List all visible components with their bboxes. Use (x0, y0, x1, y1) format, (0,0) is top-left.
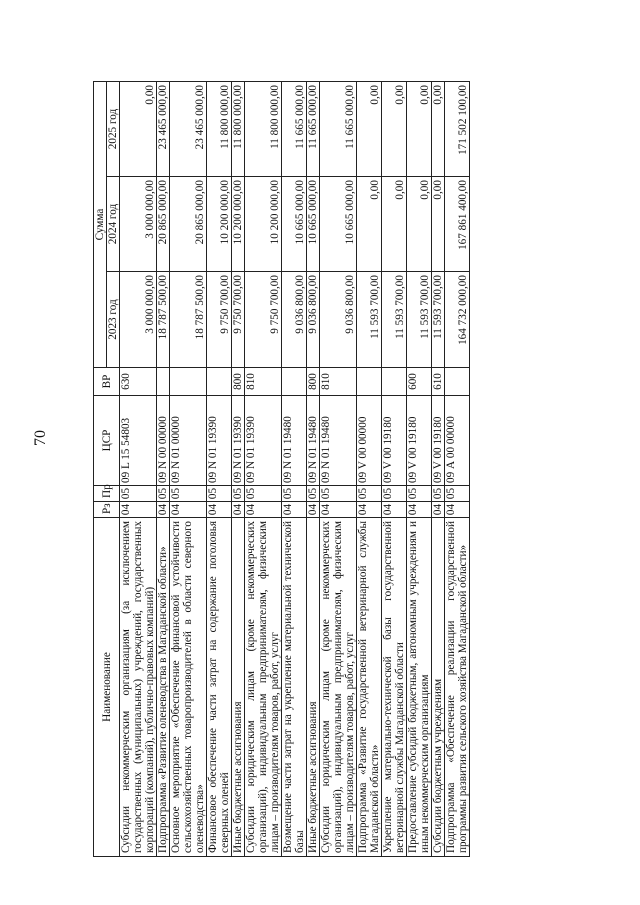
row-csr: 09 N 00 00000 (157, 396, 170, 486)
row-sum-2023: 9 750 700,00 (232, 272, 245, 368)
row-sum-2023: 9 750 700,00 (207, 272, 232, 368)
row-sum-2025: 171 502 100,00 (445, 81, 470, 176)
row-pr: 05 (382, 486, 407, 502)
row-name: Финансовое обеспечение части затрат на содержание поголовья северных оленей (207, 518, 232, 857)
row-name: Субсидии юридическим лицам (кроме некоммерческих организаций), индивидуальным предпринимателям, физическим лицам – производителям товаров, работ, услуг (320, 518, 357, 857)
header-2023: 2023 год (107, 272, 120, 368)
row-pr: 05 (245, 486, 282, 502)
header-vr: ВР (94, 368, 120, 396)
row-pr: 05 (157, 486, 170, 502)
row-rz: 04 (432, 502, 445, 518)
row-name: Возмещение части затрат на укрепление материальной технической базы (282, 518, 307, 857)
row-sum-2024: 10 665 000,00 (320, 177, 357, 272)
row-pr: 05 (320, 486, 357, 502)
row-rz: 04 (320, 502, 357, 518)
row-rz: 04 (382, 502, 407, 518)
row-sum-2024: 0,00 (407, 177, 432, 272)
row-vr (357, 368, 382, 396)
row-sum-2023: 9 036 800,00 (307, 272, 320, 368)
row-sum-2024: 10 665 000,00 (307, 177, 320, 272)
row-rz: 04 (445, 502, 470, 518)
row-sum-2025: 0,00 (432, 81, 445, 176)
row-csr: 09 А 00 00000 (445, 396, 470, 486)
row-csr: 09 L 15 54803 (120, 396, 157, 486)
row-name: Субсидии бюджетным учреждениям (432, 518, 445, 857)
row-sum-2024: 167 861 400,00 (445, 177, 470, 272)
row-csr: 09 V 00 19180 (407, 396, 432, 486)
table-row (170, 81, 207, 856)
row-pr: 05 (232, 486, 245, 502)
row-csr: 09 V 00 00000 (357, 396, 382, 486)
row-sum-2025: 11 800 000,00 (207, 81, 232, 176)
row-name: Субсидии некоммерческим организациям (за исключением государственных (муниципальных) учреждений, государственных корпораций (компаний), публично-правовых компаний) (120, 518, 157, 857)
table-row (307, 81, 320, 856)
row-vr: 600 (407, 368, 432, 396)
row-pr: 05 (432, 486, 445, 502)
budget-table (93, 81, 470, 857)
row-csr: 09 N 01 19390 (207, 396, 232, 486)
row-rz: 04 (232, 502, 245, 518)
row-sum-2023: 18 787 500,00 (170, 272, 207, 368)
table-row (445, 81, 470, 856)
row-sum-2023: 9 750 700,00 (245, 272, 282, 368)
row-vr (282, 368, 307, 396)
row-csr: 09 N 01 00000 (170, 396, 207, 486)
row-csr: 09 N 01 19480 (282, 396, 307, 486)
row-csr: 09 N 01 19390 (232, 396, 245, 486)
row-sum-2025: 11 665 000,00 (320, 81, 357, 176)
row-sum-2025: 11 800 000,00 (245, 81, 282, 176)
row-csr: 09 N 01 19390 (245, 396, 282, 486)
table-row (320, 81, 357, 856)
row-rz: 04 (407, 502, 432, 518)
row-pr: 05 (120, 486, 157, 502)
row-name: Укрепление материально-технической базы государственной ветеринарной службы Магаданской области (382, 518, 407, 857)
row-rz: 04 (170, 502, 207, 518)
row-sum-2024: 10 200 000,00 (232, 177, 245, 272)
row-name: Предоставление субсидий бюджетным, автономным учреждениям и иным некоммерческим организациям (407, 518, 432, 857)
row-pr: 05 (445, 486, 470, 502)
row-vr (170, 368, 207, 396)
header-2025: 2025 год (107, 81, 120, 176)
row-sum-2023: 11 593 700,00 (357, 272, 382, 368)
row-sum-2025: 0,00 (382, 81, 407, 176)
row-sum-2023: 164 732 000,00 (445, 272, 470, 368)
row-vr (157, 368, 170, 396)
row-sum-2023: 3 000 000,00 (120, 272, 157, 368)
row-name: Основное мероприятие «Обеспечение финансовой устойчивости сельскохозяйственных товаропроизводителей в области северного оленеводства» (170, 518, 207, 857)
row-sum-2025: 0,00 (407, 81, 432, 176)
table-row (120, 81, 157, 856)
row-vr: 630 (120, 368, 157, 396)
page-number: 70 (32, 430, 49, 446)
row-name: Иные бюджетные ассигнования (232, 518, 245, 857)
row-pr: 05 (307, 486, 320, 502)
row-sum-2025: 0,00 (120, 81, 157, 176)
table-row (282, 81, 307, 856)
row-name: Подпрограмма «Обеспечение реализации государственной программы развития сельского хозяйства Магаданской области» (445, 518, 470, 857)
row-sum-2025: 23 465 000,00 (170, 81, 207, 176)
row-sum-2024: 0,00 (432, 177, 445, 272)
row-rz: 04 (157, 502, 170, 518)
row-sum-2025: 11 665 000,00 (282, 81, 307, 176)
header-csr: ЦСР (94, 396, 120, 486)
table-row (245, 81, 282, 856)
row-vr (445, 368, 470, 396)
row-pr: 05 (207, 486, 232, 502)
row-csr: 09 N 01 19480 (307, 396, 320, 486)
table-header (94, 81, 120, 856)
row-sum-2024: 20 865 000,00 (170, 177, 207, 272)
row-vr (207, 368, 232, 396)
row-sum-2023: 11 593 700,00 (432, 272, 445, 368)
row-pr: 05 (407, 486, 432, 502)
header-rz: Рз (94, 502, 120, 518)
row-sum-2024: 0,00 (357, 177, 382, 272)
row-rz: 04 (282, 502, 307, 518)
row-name: Подпрограмма «Развитие государственной ветеринарной службы Магаданской области» (357, 518, 382, 857)
row-name: Иные бюджетные ассигнования (307, 518, 320, 857)
header-name: Наименование (94, 518, 120, 857)
row-csr: 09 V 00 19180 (382, 396, 407, 486)
row-vr: 810 (245, 368, 282, 396)
table-row (432, 81, 445, 856)
table-row (157, 81, 170, 856)
row-sum-2024: 10 200 000,00 (207, 177, 232, 272)
row-pr: 05 (282, 486, 307, 502)
row-sum-2025: 0,00 (357, 81, 382, 176)
row-rz: 04 (120, 502, 157, 518)
row-csr: 09 V 00 19180 (432, 396, 445, 486)
row-sum-2023: 9 036 800,00 (320, 272, 357, 368)
row-rz: 04 (357, 502, 382, 518)
row-sum-2024: 10 200 000,00 (245, 177, 282, 272)
row-vr: 810 (320, 368, 357, 396)
row-sum-2024: 3 000 000,00 (120, 177, 157, 272)
row-sum-2025: 11 800 000,00 (232, 81, 245, 176)
row-sum-2023: 18 787 500,00 (157, 272, 170, 368)
table-row (232, 81, 245, 856)
row-rz: 04 (245, 502, 282, 518)
header-pr: Пр (94, 486, 120, 502)
row-pr: 05 (357, 486, 382, 502)
row-sum-2024: 0,00 (382, 177, 407, 272)
row-vr: 610 (432, 368, 445, 396)
row-vr: 800 (307, 368, 320, 396)
row-csr: 09 N 01 19480 (320, 396, 357, 486)
table-row (357, 81, 382, 856)
row-pr: 05 (170, 486, 207, 502)
row-vr (382, 368, 407, 396)
table-row (382, 81, 407, 856)
table-row (407, 81, 432, 856)
row-sum-2025: 11 665 000,00 (307, 81, 320, 176)
header-sum: Сумма (94, 81, 107, 367)
row-rz: 04 (307, 502, 320, 518)
row-sum-2024: 10 665 000,00 (282, 177, 307, 272)
row-name: Субсидии юридическим лицам (кроме некоммерческих организаций), индивидуальным предпринимателям, физическим лицам – производителям товаров, работ, услуг (245, 518, 282, 857)
row-sum-2023: 9 036 800,00 (282, 272, 307, 368)
row-sum-2024: 20 865 000,00 (157, 177, 170, 272)
row-sum-2025: 23 465 000,00 (157, 81, 170, 176)
row-name: Подпрограмма «Развитие оленеводства в Магаданской области» (157, 518, 170, 857)
row-vr: 800 (232, 368, 245, 396)
row-sum-2023: 11 593 700,00 (382, 272, 407, 368)
row-sum-2023: 11 593 700,00 (407, 272, 432, 368)
budget-table-container (93, 82, 593, 857)
table-body (120, 81, 470, 856)
table-row (207, 81, 232, 856)
header-2024: 2024 год (107, 177, 120, 272)
row-rz: 04 (207, 502, 232, 518)
